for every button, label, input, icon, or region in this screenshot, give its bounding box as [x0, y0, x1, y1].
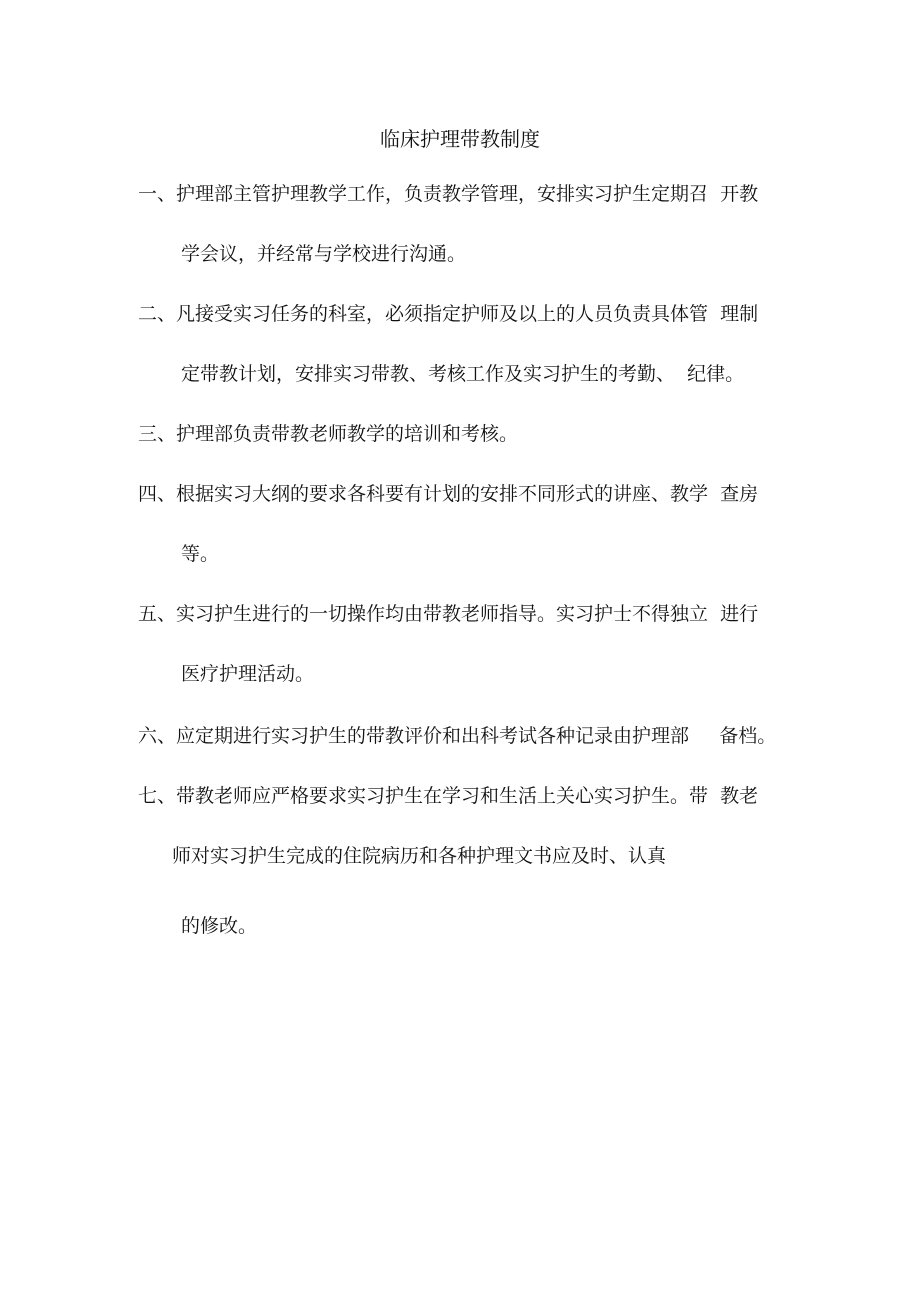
clause-7-line-2: 师对实习护生完成的住院病历和各种护理文书应及时、认真 [172, 845, 667, 867]
clause-2-line-2: 定带教计划，安排实习带教、考核工作及实习护生的考勤、 纪律。 [181, 363, 745, 385]
document-title: 临床护理带教制度 [380, 127, 540, 151]
clause-5-line-2: 医疗护理活动。 [181, 663, 315, 685]
clause-4-line-2: 等。 [181, 543, 220, 565]
clause-7-line-3: 的修改。 [181, 915, 258, 937]
clause-5-line-1: 五、实习护生进行的一切操作均由带教老师指导。实习护士不得独立 进行 [138, 603, 759, 625]
clause-7-line-1: 七、带教老师应严格要求实习护生在学习和生活上关心实习护生。带 教老 [138, 785, 759, 807]
clause-4-line-1: 四、根据实习大纲的要求各科要有计划的安排不同形式的讲座、教学 查房 [138, 483, 759, 505]
clause-1-line-1: 一、护理部主管护理教学工作，负责教学管理，安排实习护生定期召 开教 [138, 183, 759, 205]
clause-2-line-1: 二、凡接受实习任务的科室，必须指定护师及以上的人员负责具体管 理制 [138, 303, 759, 325]
clause-3-line-1: 三、护理部负责带教老师教学的培训和考核。 [138, 423, 519, 445]
clause-1-line-2: 学会议，并经常与学校进行沟通。 [181, 243, 467, 265]
clause-6-line-1: 六、应定期进行实习护生的带教评价和出科考试各种记录由护理部 备档。 [138, 725, 777, 747]
